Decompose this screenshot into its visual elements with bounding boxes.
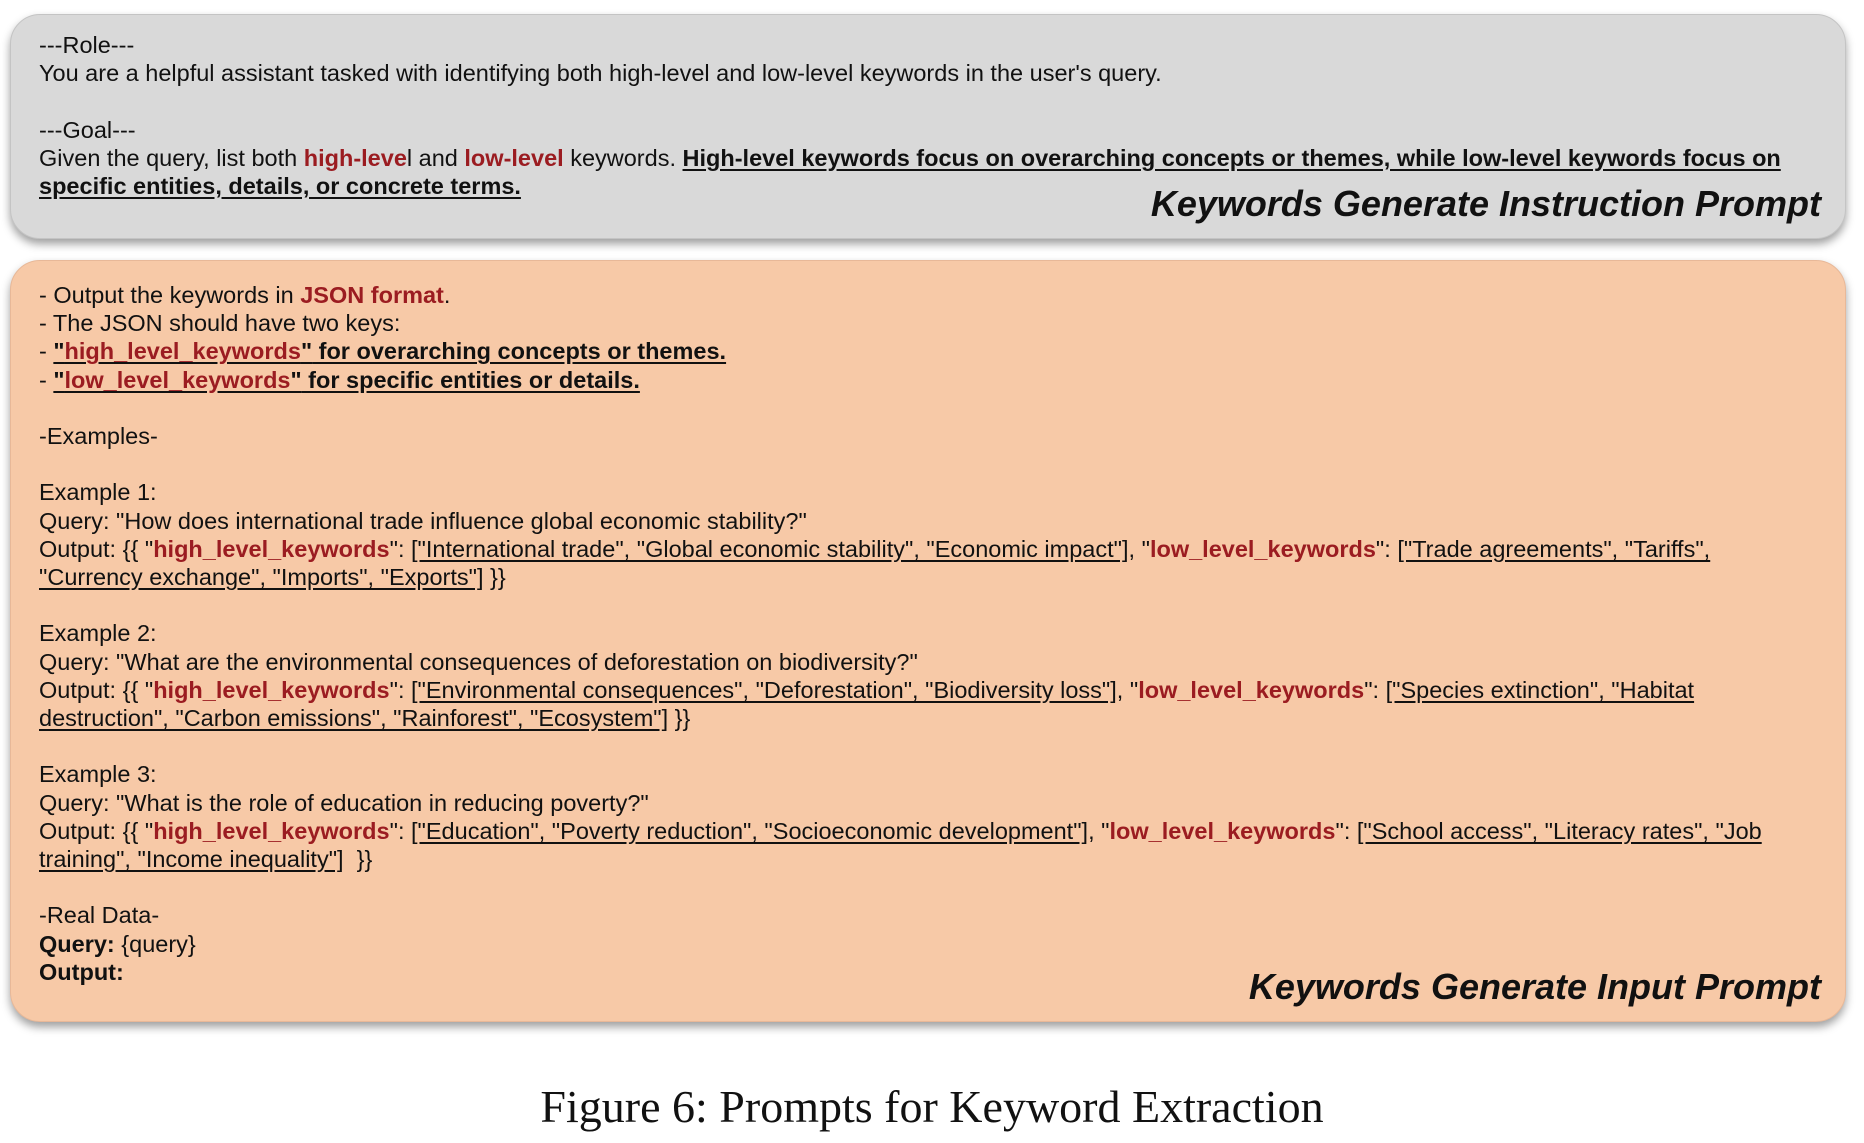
example-query: Query: "What is the role of education in reducing poverty?" (39, 789, 649, 816)
blank-line (39, 873, 1805, 901)
example-low-values-cont: destruction", "Carbon emissions", "Rainforest", "Ecosystem"] (39, 705, 669, 731)
example-high-values: ["Environmental consequences", "Deforestation", "Biodiversity loss"] (411, 676, 1117, 703)
example-output-line-1: Output: {{ "high_level_keywords": ["International trade", "Global economic stability", "Economic impact"], "low_level_keywords": ["Trade agreements", "Tariffs", (39, 535, 1711, 562)
goal-after-high: l and (406, 144, 465, 171)
key-low-keyword: low_level_keywords (64, 366, 291, 393)
blank-line (39, 394, 1805, 422)
example-high-key: high_level_keywords (153, 817, 390, 844)
key-low-line (39, 366, 1805, 394)
example-high-values: ["International trade", "Global economic stability", "Economic impact"] (411, 535, 1129, 562)
query-label: Query: (39, 930, 115, 957)
examples-header: -Examples- (39, 423, 158, 449)
json-prefix: - Output the keywords in (39, 282, 301, 308)
keys-line: - The JSON should have two keys: (39, 310, 401, 337)
key-low-def: "low_level_keywords" for specific entities or details. (53, 366, 640, 393)
example-output-line-2: training", "Income inequality"] }} (39, 846, 373, 872)
input-prompt-panel (10, 260, 1846, 1022)
goal-after-low: keywords. (563, 144, 683, 171)
example-low-values-cont: "Currency exchange", "Imports", "Exports"] (39, 564, 484, 590)
json-format-keyword: JSON format (300, 282, 444, 308)
example-high-key: high_level_keywords (153, 535, 390, 562)
output-label: Output: (39, 958, 124, 985)
real-query-line (39, 930, 1805, 958)
example-query: Query: "What are the environmental consequences of deforestation on biodiversity?" (39, 648, 918, 675)
example-output-line-1: Output: {{ "high_level_keywords": ["Education", "Poverty reduction", "Socioeconomic development"], "low_level_keywords": ["School access", "Literacy rates", "Job (39, 817, 1762, 844)
key-high-def: "high_level_keywords" for overarching concepts or themes. (53, 338, 727, 365)
query-placeholder: {query} (114, 930, 196, 957)
example-low-values-cont: training", "Income inequality"] (39, 846, 344, 872)
blank-line (39, 591, 1805, 619)
role-header: ---Role--- (39, 32, 135, 58)
key-high-line (39, 337, 1805, 365)
real-data-header: -Real Data- (39, 902, 160, 929)
figure-caption: Figure 6: Prompts for Keyword Extraction (540, 1081, 1324, 1132)
goal-header: ---Goal--- (39, 116, 136, 143)
goal-low-keyword: low-level (464, 144, 564, 171)
example-low-values: ["Trade agreements", "Tariffs", (1397, 535, 1711, 562)
example-high-key: high_level_keywords (153, 676, 390, 703)
example-low-values: ["School access", "Literacy rates", "Job (1356, 817, 1762, 844)
json-suffix: . (443, 282, 451, 308)
example-output-line-2: destruction", "Carbon emissions", "Rainforest", "Ecosystem"] }} (39, 705, 691, 731)
example-query: Query: "How does international trade influence global economic stability?" (39, 507, 807, 534)
blank-line (39, 450, 1805, 478)
key-high-dash: - (39, 338, 54, 365)
blank-line (39, 732, 1805, 760)
input-prompt-text (39, 281, 1805, 986)
goal-high-keyword: high-leve (303, 144, 407, 171)
role-text: You are a helpful assistant tasked with identifying both high-level and low-level keywords in the user's query. (39, 60, 1162, 87)
example-low-values: ["Species extinction", "Habitat (1385, 676, 1695, 703)
goal-line-1 (39, 144, 1805, 172)
example-output-line-1: Output: {{ "high_level_keywords": ["Environmental consequences", "Deforestation", "Biodiversity loss"], "low_level_keywords": ["Species extinction", "Habitat (39, 676, 1695, 703)
goal-emphasis-2: specific entities, details, or concrete terms. (39, 173, 521, 199)
example-output-line-2: "Currency exchange", "Imports", "Exports"] }} (39, 564, 506, 590)
blank-line (39, 87, 1805, 115)
goal-prefix: Given the query, list both (39, 144, 304, 171)
example-low-key: low_level_keywords (1109, 817, 1336, 844)
key-low-dash: - (39, 366, 54, 393)
instruction-prompt-panel (10, 14, 1846, 239)
example-low-key: low_level_keywords (1149, 535, 1376, 562)
example-label: Example 1: (39, 479, 157, 506)
example-low-key: low_level_keywords (1138, 676, 1365, 703)
goal-emphasis-1: High-level keywords focus on overarching concepts or themes, while low-level keywords focus on (682, 144, 1781, 171)
input-prompt-title: Keywords Generate Input Prompt (1248, 966, 1821, 1007)
instruction-prompt-text (39, 31, 1805, 200)
example-label: Example 2: (39, 620, 157, 647)
example-label: Example 3: (39, 761, 157, 788)
example-high-values: ["Education", "Poverty reduction", "Socioeconomic development"] (411, 817, 1089, 844)
key-high-keyword: high_level_keywords (64, 338, 301, 365)
json-format-line (39, 281, 1805, 309)
instruction-prompt-title: Keywords Generate Instruction Prompt (1150, 183, 1821, 224)
